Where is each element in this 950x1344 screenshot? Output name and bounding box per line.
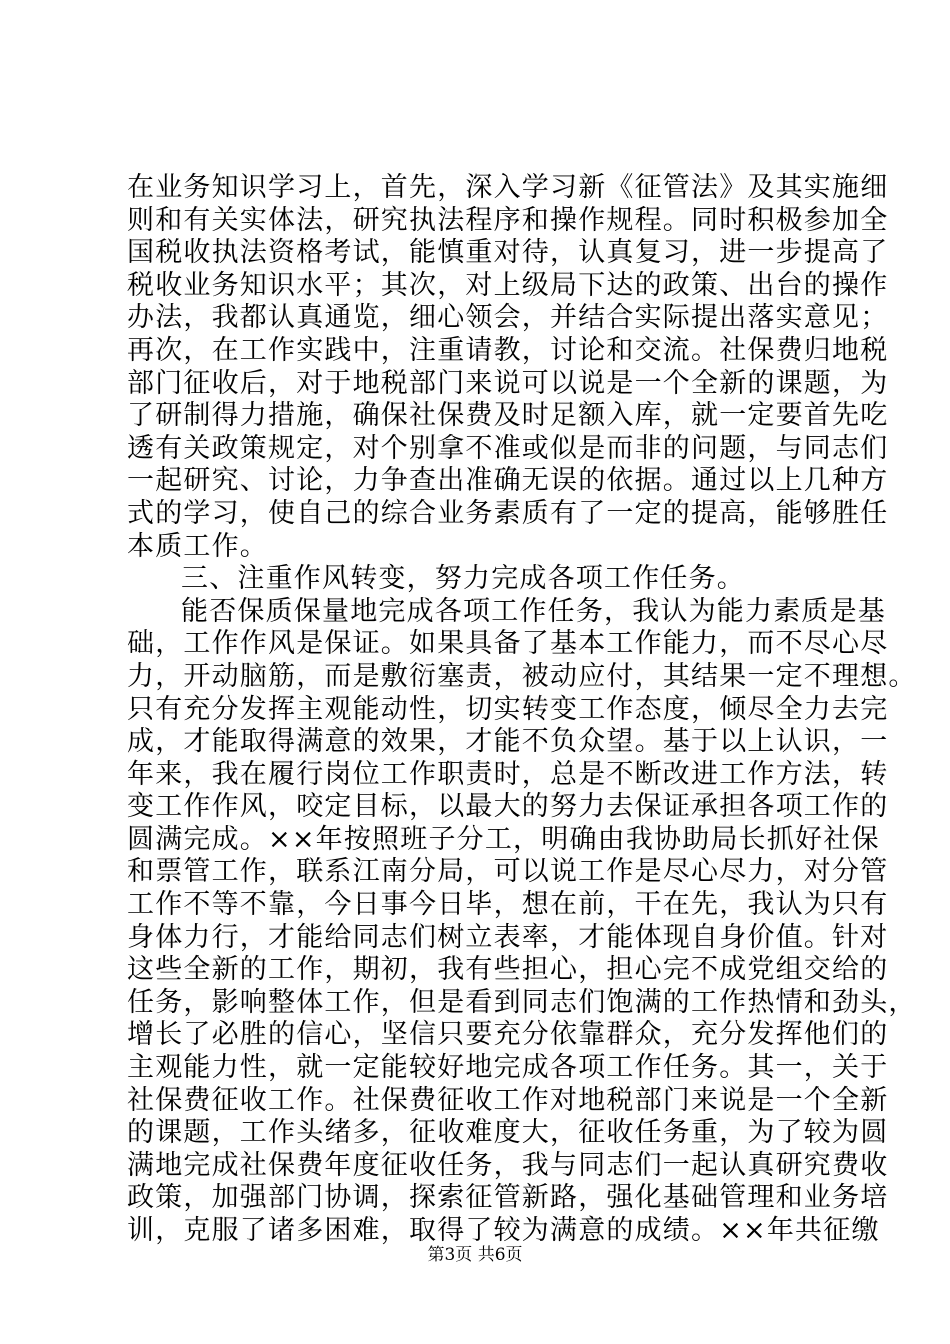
text-line: 了研制得力措施，确保社保费及时足额入库，就一定要首先吃 [127, 400, 889, 432]
text-line: 增长了必胜的信心，坚信只要充分依靠群众，充分发挥他们的 [127, 1019, 889, 1051]
text-line: 变工作作风，咬定目标，以最大的努力去保证承担各项工作的 [127, 791, 889, 823]
section-heading: 三、注重作风转变，努力完成各项工作任务。 [181, 563, 745, 595]
text-line: 社保费征收工作。社保费征收工作对地税部门来说是一个全新 [127, 1084, 889, 1116]
text-line: 年来，我在履行岗位工作职责时，总是不断改进工作方法，转 [127, 758, 889, 790]
text-line: 础，工作作风是保证。如果具备了基本工作能力，而不尽心尽 [127, 628, 889, 660]
text-line: 训，克服了诸多困难，取得了较为满意的成绩。××年共征缴 [127, 1215, 880, 1246]
text-line: 的课题，工作头绪多，征收难度大，征收任务重，为了较为圆 [127, 1117, 889, 1149]
text-line: 和票管工作，联系江南分局，可以说工作是尽心尽力，对分管 [127, 856, 889, 888]
text-line: 政策，加强部门协调，探索征管新路，强化基础管理和业务培 [127, 1182, 889, 1214]
text-line: 式的学习，使自己的综合业务素质有了一定的提高，能够胜任 [127, 497, 889, 529]
text-line: 成，才能取得满意的效果，才能不负众望。基于以上认识，一 [127, 726, 889, 758]
text-line: 只有充分发挥主观能动性，切实转变工作态度，倾尽全力去完 [127, 693, 889, 725]
text-line: 力，开动脑筋，而是敷衍塞责，被动应付，其结果一定不理想。 [127, 660, 917, 692]
text-line: 身体力行，才能给同志们树立表率，才能体现自身价值。针对 [127, 921, 889, 953]
text-line: 透有关政策规定，对个别拿不准或似是而非的问题，与同志们 [127, 432, 889, 464]
body-text [127, 172, 917, 1248]
text-line: 再次，在工作实践中，注重请教，讨论和交流。社保费归地税 [127, 334, 889, 366]
text-line: 国税收执法资格考试，能慎重对待，认真复习，进一步提高了 [127, 237, 889, 269]
text-line: 能否保质保量地完成各项工作任务，我认为能力素质是基 [181, 595, 886, 627]
page-footer: 第3页 共6页 [427, 1245, 523, 1265]
text-line: 一起研究、讨论，力争查出准确无误的依据。通过以上几种方 [127, 465, 889, 497]
text-line: 主观能力性，就一定能较好地完成各项工作任务。其一，关于 [127, 1052, 889, 1084]
text-line: 圆满完成。××年按照班子分工，明确由我协助局长抓好社保 [127, 823, 880, 855]
text-line: 本质工作。 [127, 530, 268, 562]
text-line: 工作不等不靠，今日事今日毕，想在前，干在先，我认为只有 [127, 889, 889, 921]
text-line: 部门征收后，对于地税部门来说可以说是一个全新的课题，为 [127, 367, 889, 399]
text-line: 任务，影响整体工作，但是看到同志们饱满的工作热情和劲头， [127, 986, 917, 1018]
text-line: 办法，我都认真通览，细心领会，并结合实际提出落实意见； [127, 302, 889, 334]
text-line: 税收业务知识水平；其次，对上级局下达的政策、出台的操作 [127, 269, 889, 301]
text-line: 这些全新的工作，期初，我有些担心，担心完不成党组交给的 [127, 954, 889, 986]
text-line: 满地完成社保费年度征收任务，我与同志们一起认真研究费收 [127, 1149, 889, 1181]
text-line: 在业务知识学习上，首先，深入学习新《征管法》及其实施细 [127, 172, 889, 203]
text-line: 则和有关实体法，研究执法程序和操作规程。同时积极参加全 [127, 204, 889, 236]
